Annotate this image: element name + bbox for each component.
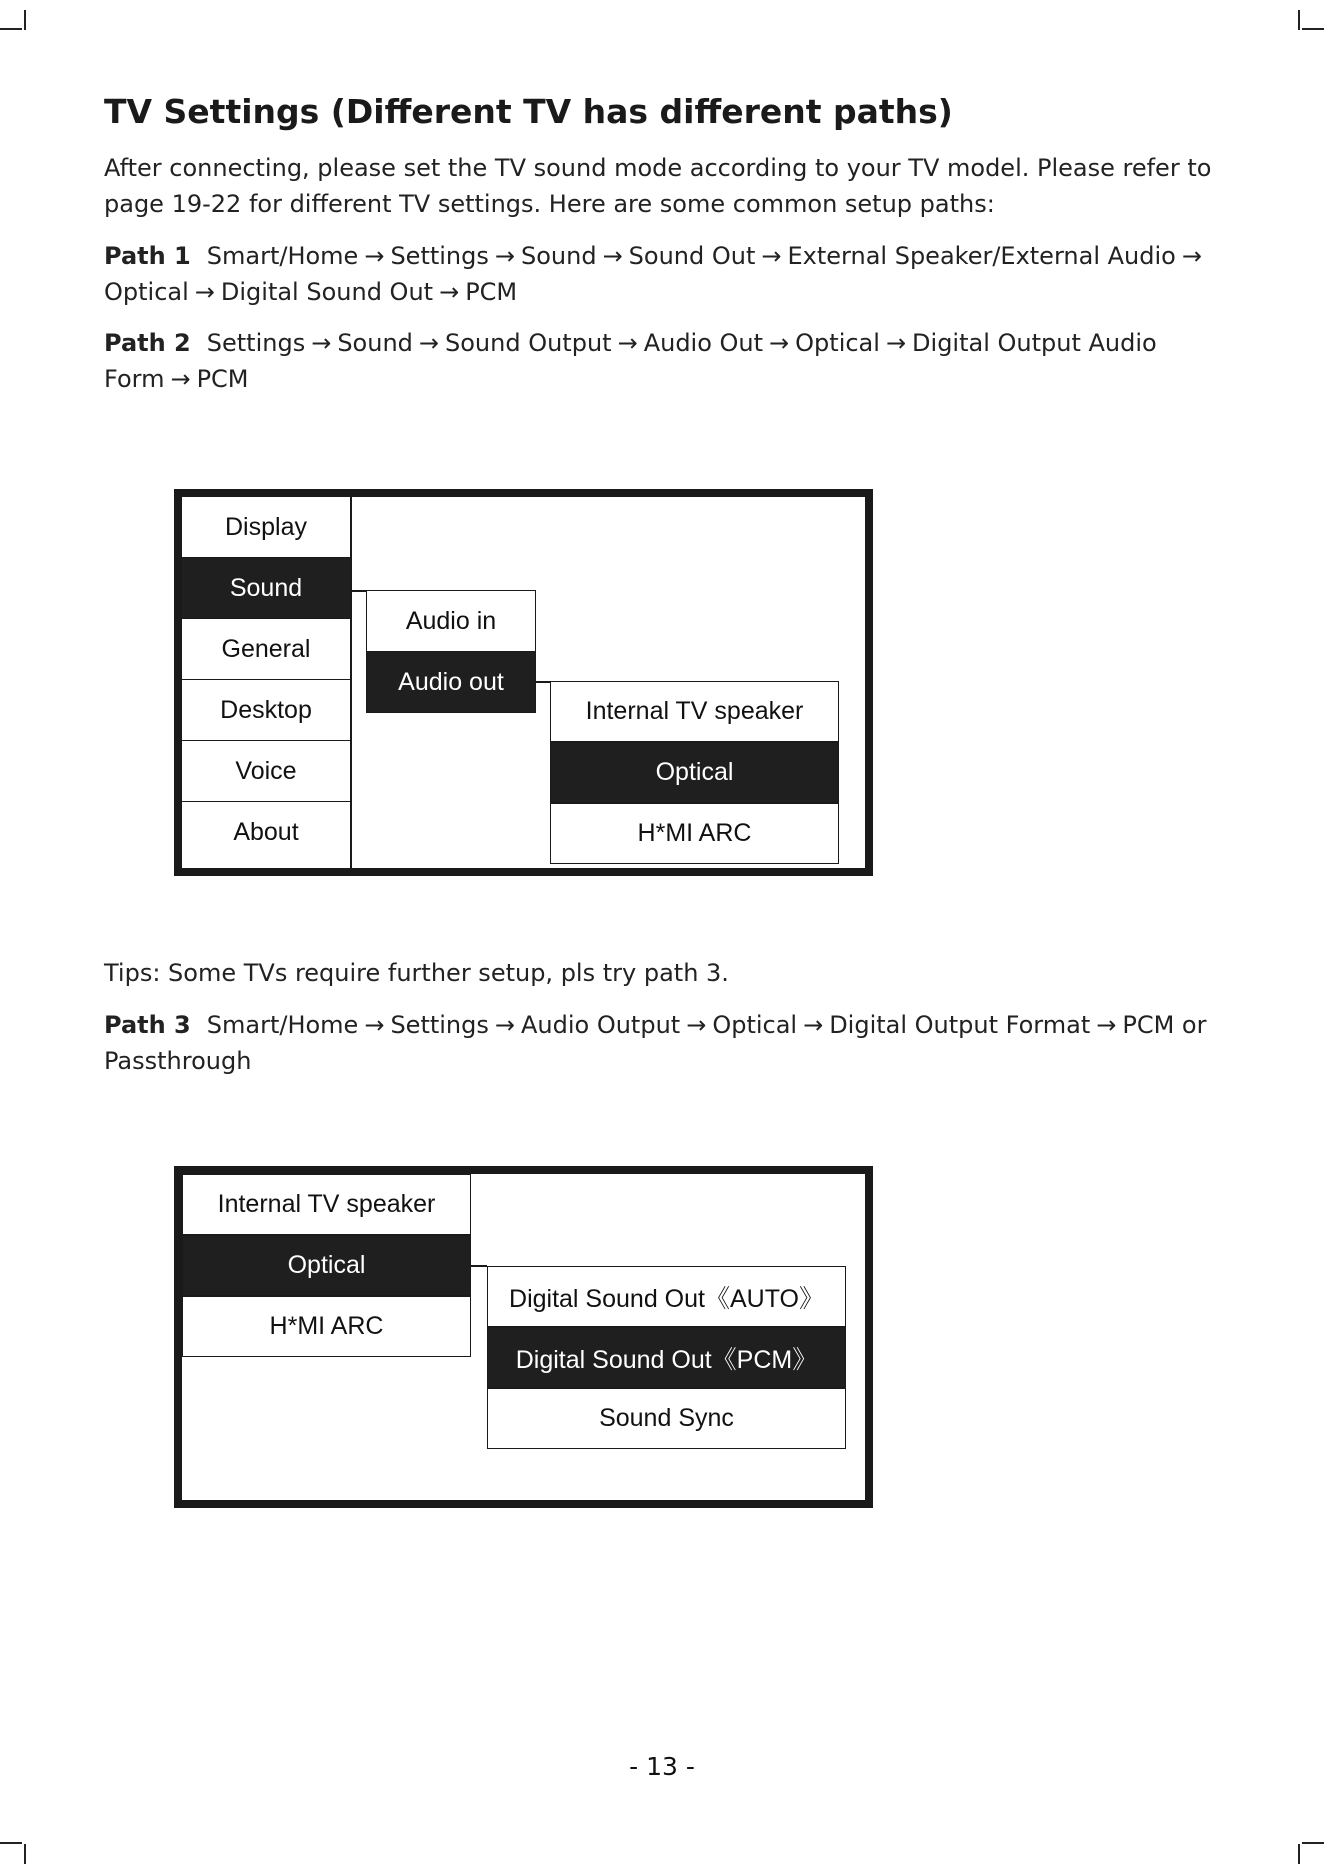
path-1-label: Path 1 <box>104 242 191 270</box>
main-menu-item[interactable]: General <box>182 619 350 680</box>
digital-menu-item[interactable]: Sound Sync <box>487 1388 846 1449</box>
digital-menu-item[interactable]: Digital Sound Out《PCM》 <box>487 1327 846 1388</box>
sub-menu-item[interactable]: Audio in <box>366 590 536 652</box>
path-2-steps <box>104 329 1157 393</box>
path-step: Settings <box>206 329 306 357</box>
output-menu-item[interactable]: Optical <box>182 1235 471 1296</box>
crop-mark-bottom-right <box>1298 1844 1300 1864</box>
arrow-icon: → <box>617 329 638 357</box>
path-step: Smart/Home <box>206 1011 359 1039</box>
output-menu-item[interactable]: H*MI ARC <box>182 1296 471 1357</box>
output-menu-item[interactable]: Optical <box>550 742 839 803</box>
path-step: Settings <box>390 242 489 270</box>
path-step: Digital Output Audio Form <box>104 329 1157 393</box>
tips-text: Tips: Some TVs require further setup, pls try path 3. <box>104 959 729 987</box>
connector-line <box>535 681 550 683</box>
output-menu-item[interactable]: Internal TV speaker <box>182 1174 471 1235</box>
path-step: Digital Sound Out <box>220 278 434 306</box>
path-step: External Speaker/External Audio <box>787 242 1176 270</box>
main-menu-item[interactable]: Voice <box>182 741 350 802</box>
crop-mark-top-left <box>0 28 22 30</box>
arrow-icon: → <box>1181 242 1202 270</box>
intro-paragraph: After connecting, please set the TV sound mode according to your TV model. Please refer to page 19-22 for different TV settings. Here are some common setup paths: <box>104 154 1212 218</box>
arrow-icon: → <box>170 365 191 393</box>
arrow-icon: → <box>803 1011 824 1039</box>
crop-mark-top-left <box>24 10 26 30</box>
crop-mark-bottom-left <box>0 1842 22 1844</box>
path-step: Audio Out <box>643 329 764 357</box>
main-menu-divider <box>350 497 352 868</box>
path-3-steps <box>104 1011 1206 1075</box>
path-2 <box>104 325 1224 397</box>
path-step: Settings <box>390 1011 489 1039</box>
path-step: PCM or Passthrough <box>104 1011 1207 1075</box>
path-3-label: Path 3 <box>104 1011 191 1039</box>
path-step: Sound Out <box>628 242 756 270</box>
main-menu-item[interactable]: Desktop <box>182 680 350 741</box>
arrow-icon: → <box>602 242 623 270</box>
arrow-icon: → <box>194 278 215 306</box>
arrow-icon: → <box>364 1011 385 1039</box>
path-step: Digital Output Format <box>829 1011 1091 1039</box>
path-step: Sound <box>520 242 597 270</box>
output-menu-item[interactable]: H*MI ARC <box>550 803 839 864</box>
main-menu-item[interactable]: Sound <box>182 558 350 619</box>
arrow-icon: → <box>418 329 439 357</box>
crop-mark-bottom-right <box>1302 1842 1324 1844</box>
path-step: Sound <box>337 329 413 357</box>
sub-menu-item[interactable]: Audio out <box>366 651 536 713</box>
arrow-icon: → <box>761 242 782 270</box>
arrow-icon: → <box>1096 1011 1117 1039</box>
path-1 <box>104 238 1224 310</box>
arrow-icon: → <box>364 242 385 270</box>
main-menu-item[interactable]: About <box>182 802 350 863</box>
path-step: PCM <box>196 365 249 393</box>
digital-menu-item[interactable]: Digital Sound Out《AUTO》 <box>487 1266 846 1327</box>
path-step: Optical <box>795 329 880 357</box>
path-2-label: Path 2 <box>104 329 191 357</box>
path-3 <box>104 1007 1224 1079</box>
connector-line <box>350 590 366 592</box>
path-step: Optical <box>712 1011 798 1039</box>
arrow-icon: → <box>494 1011 515 1039</box>
crop-mark-top-right <box>1298 10 1300 30</box>
path-1-steps <box>104 242 1208 306</box>
page-number: - 13 - <box>629 1752 695 1781</box>
arrow-icon: → <box>769 329 790 357</box>
crop-mark-bottom-left <box>24 1844 26 1864</box>
path-step: Optical <box>104 278 189 306</box>
output-menu-item[interactable]: Internal TV speaker <box>550 681 839 742</box>
arrow-icon: → <box>439 278 460 306</box>
path-step: Audio Output <box>520 1011 681 1039</box>
arrow-icon: → <box>686 1011 707 1039</box>
arrow-icon: → <box>885 329 907 357</box>
path-step: Sound Output <box>445 329 612 357</box>
connector-line <box>470 1265 487 1267</box>
arrow-icon: → <box>494 242 515 270</box>
main-menu-item[interactable]: Display <box>182 497 350 558</box>
path-step: Smart/Home <box>206 242 359 270</box>
path-step: PCM <box>465 278 518 306</box>
page-title: TV Settings (Different TV has different paths) <box>104 92 953 131</box>
arrow-icon: → <box>311 329 332 357</box>
crop-mark-top-right <box>1302 28 1324 30</box>
